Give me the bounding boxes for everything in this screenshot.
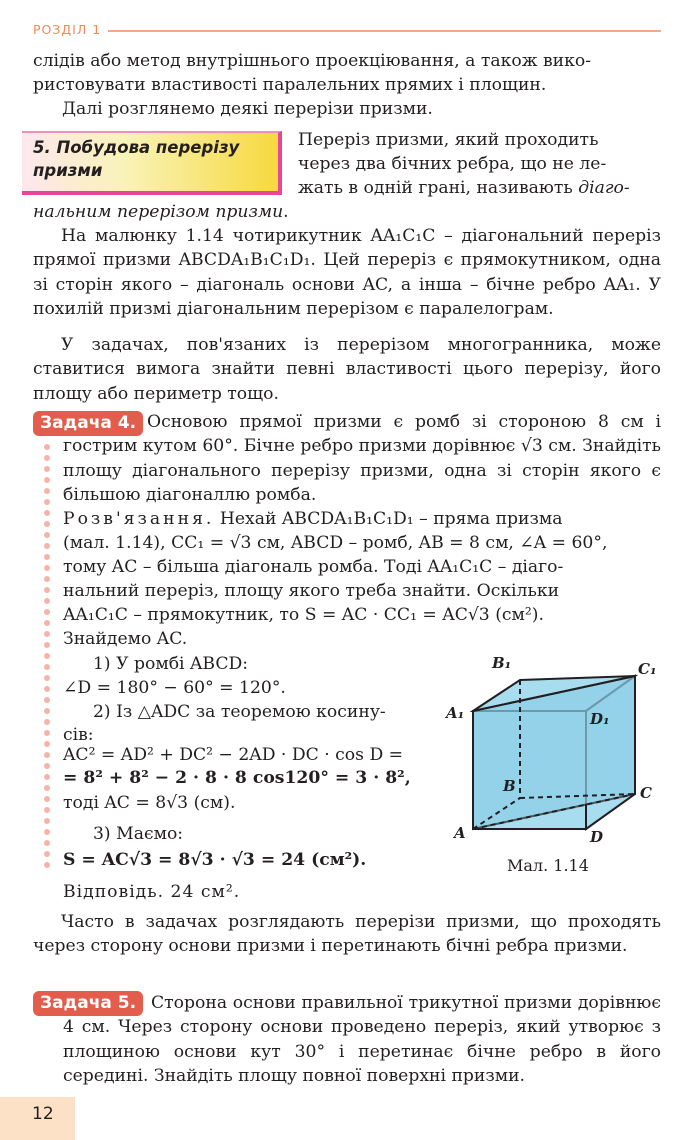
task5-statement: Сторона основи правильної трикутної призми дорівнює 4 см. Через сторону основи проведено переріз, який утворює з площиною основи кут 30° і перетинає бічне ребро в його середині. Знайдіть площу повної поверхні призми. (63, 993, 661, 1086)
intro-line-2: ристовувати властивості паралельних прямих і площин. (33, 75, 547, 95)
solution-line-1: Розв'язання. Нехай ABCDA₁B₁C₁D₁ – пряма призма (63, 509, 563, 529)
section-p1-line-3: жать в одній грані, називають діаго- (298, 178, 630, 198)
label-b1: B₁ (492, 654, 512, 672)
section-p2: На малюнку 1.14 чотирикутник AA₁C₁C – діагональний переріз прямої призми ABCDA₁B₁C₁D₁. Цей переріз є прямокутником, одна зі сторін якого – діагональ основи AC, а інша – бічне ребро AA₁. У похилій призмі діагональним перерізом є паралелограм. (33, 226, 661, 319)
label-d1: D₁ (590, 710, 610, 728)
step3-line-b: S = AC√3 = 8√3 · √3 = 24 (см²). (63, 850, 367, 870)
section-p1-line-2: через два бічних ребра, що не ле- (298, 154, 607, 174)
label-c1: C₁ (638, 660, 657, 678)
label-a1: A₁ (446, 704, 465, 722)
solution-line-3: тому AC – більша діагональ ромба. Тоді AA₁C₁C – діаго- (63, 557, 564, 577)
prism-figure (440, 650, 670, 850)
solution-line-5: AA₁C₁C – прямокутник, то S = AC · CC₁ = AC√3 (см²). (63, 605, 544, 625)
task4-badge: Задача 4. (33, 411, 143, 436)
label-c: C (640, 784, 652, 802)
step2-line-d: = 8² + 8² − 2 · 8 · 8 cos120° = 3 · 8², (63, 768, 411, 788)
step2-line-b: сів: (63, 725, 94, 745)
step2-line-c: AC² = AD² + DC² − 2AD · DC · cos D = (63, 745, 404, 765)
section-p1-line-1: Переріз призми, який проходить (298, 130, 599, 150)
step1-line-a: 1) У ромбі ABCD: (93, 654, 249, 674)
label-d: D (590, 828, 604, 846)
solution-line-6: Знайдемо AC. (63, 629, 188, 649)
section-p1-line-4: нальним перерізом призми. (33, 202, 289, 222)
step3-line-a: 3) Маємо: (93, 824, 184, 844)
label-b: B (503, 777, 516, 795)
step2-line-e: тоді AC = 8√3 (см). (63, 793, 236, 813)
header-rule (108, 30, 661, 32)
task-dots-decoration (44, 444, 52, 873)
after-task4-paragraph: Часто в задачах розглядають перерізи призми, що проходять через сторону основи призми і перетинають бічні ребра призми. (33, 912, 661, 957)
section-label: РОЗДІЛ 1 (33, 22, 102, 37)
intro-line-1: слідів або метод внутрішнього проекціювання, а також вико- (33, 51, 592, 71)
label-a: A (454, 824, 466, 842)
page-number: 12 (32, 1104, 54, 1124)
intro-line-3: Далі розглянемо деякі перерізи призми. (62, 99, 433, 119)
section-p3: У задачах, пов'язаних із перерізом многогранника, може ставитися вимога знайти певні властивості цього перерізу, його площу або периметр тощо. (33, 335, 661, 404)
task5-badge: Задача 5. (33, 991, 143, 1016)
section-heading: 5. Побудова перерізу призми (33, 138, 240, 180)
step1-line-b: ∠D = 180° − 60° = 120°. (63, 678, 286, 698)
task4-statement: Основою прямої призми є ромб зі стороною 8 см і гострим кутом 60°. Бічне ребро призми дорівнює √3 см. Знайдіть площу діагонального перерізу призми, одна зі сторін якого є більшою діагоналлю ромба. (63, 412, 661, 505)
figure-caption: Мал. 1.14 (507, 856, 589, 875)
solution-line-4: нальний переріз, площу якого треба знайти. Оскільки (63, 581, 560, 601)
step2-line-a: 2) Із △ADC за теоремою косину- (93, 702, 386, 722)
solution-line-2: (мал. 1.14), CC₁ = √3 см, ABCD – ромб, AB = 8 см, ∠A = 60°, (63, 533, 608, 553)
task4-answer: Відповідь. 24 см². (63, 882, 241, 902)
